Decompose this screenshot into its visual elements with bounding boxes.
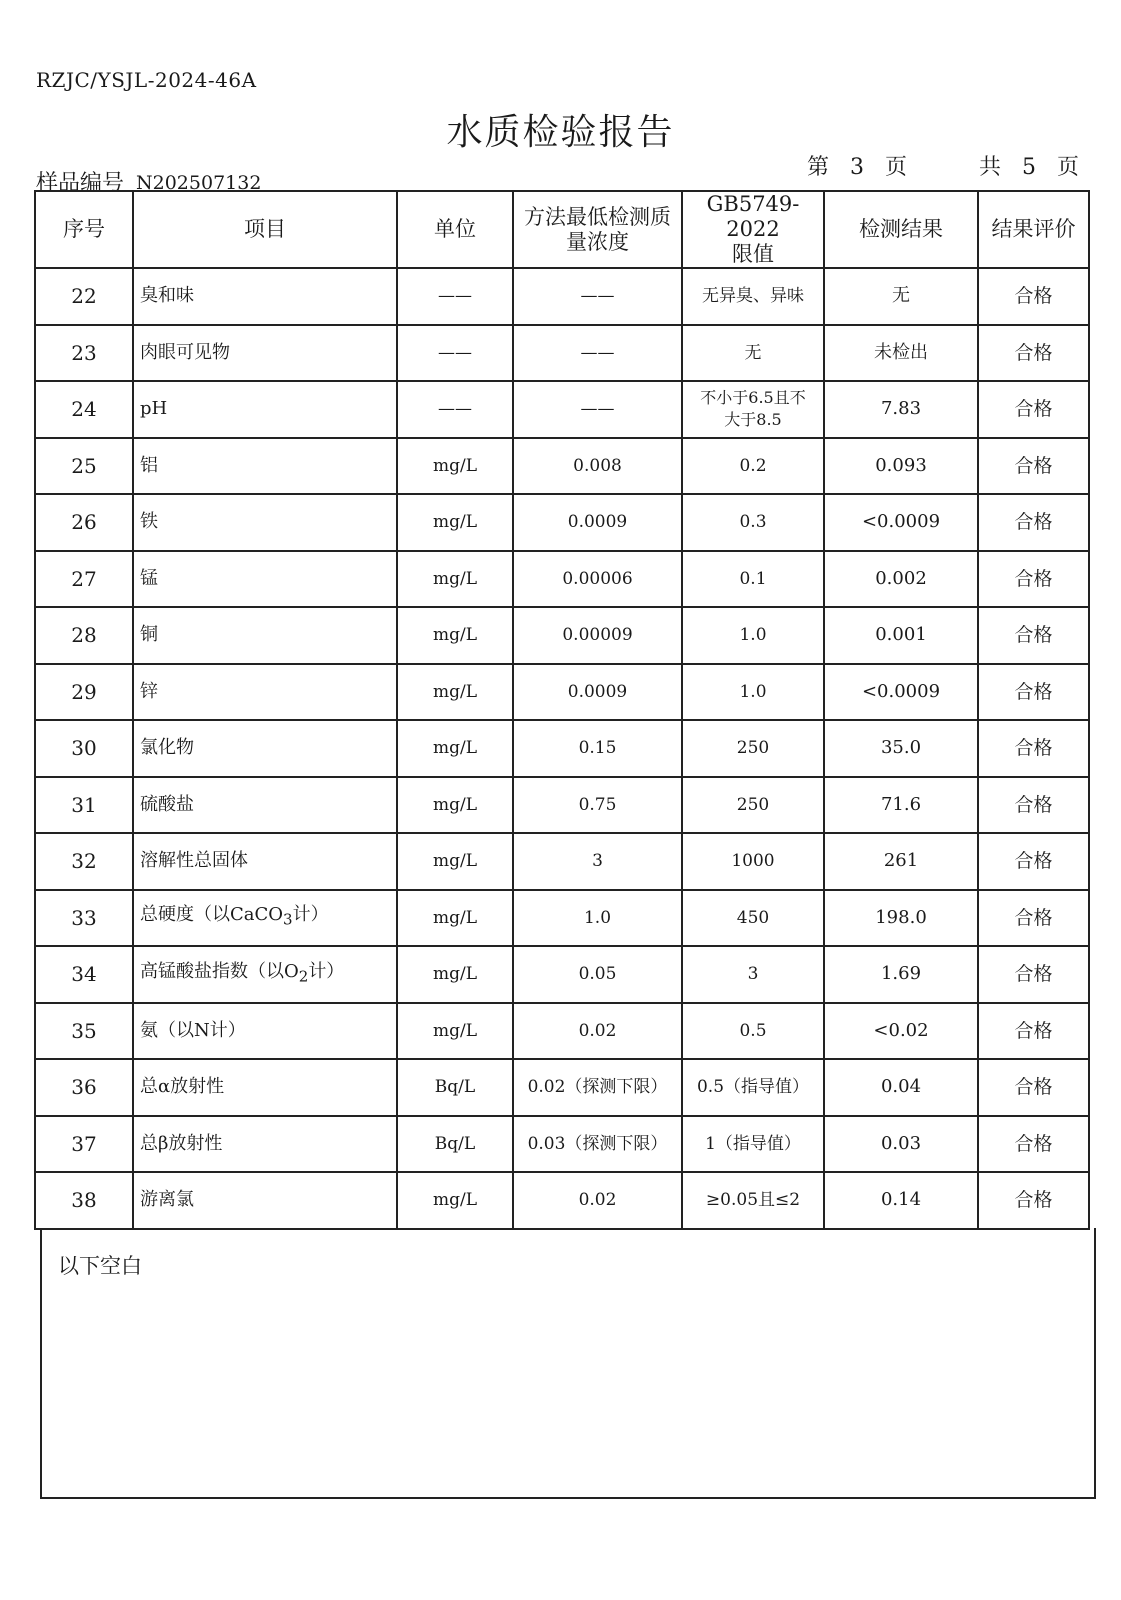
cell-eval: 合格: [978, 268, 1089, 325]
header-method-line1: 方法最低检测质: [524, 204, 671, 229]
cell-result: <0.0009: [824, 494, 978, 551]
cell-seq: 30: [35, 720, 133, 777]
item-name: 肉眼可见物: [140, 341, 230, 363]
cell-eval: 合格: [978, 946, 1089, 1003]
cell-item: [133, 494, 397, 551]
limit-line1: ≥0.05且≤2: [705, 1190, 801, 1211]
blank-area: [40, 1228, 1096, 1499]
cell-seq: 26: [35, 494, 133, 551]
cell-method: 0.02: [513, 1003, 682, 1060]
table-row: [35, 664, 1089, 721]
item-name: pH: [140, 398, 168, 420]
cell-result: 71.6: [824, 777, 978, 834]
page-gong: 共: [978, 155, 1005, 180]
limit-line1: 1.0: [739, 681, 767, 702]
item-name: 铝: [140, 454, 158, 476]
limit-line1: 0.5: [739, 1020, 767, 1041]
cell-limit: [682, 438, 824, 495]
table-row: [35, 1003, 1089, 1060]
item-name: 总β放射性: [140, 1132, 223, 1154]
cell-result: <0.02: [824, 1003, 978, 1060]
item-name: 总α放射性: [140, 1076, 225, 1098]
cell-unit: ——: [397, 268, 513, 325]
cell-item: [133, 1059, 397, 1116]
table-row: [35, 946, 1089, 1003]
cell-method: 0.0009: [513, 494, 682, 551]
cell-limit: [682, 777, 824, 834]
cell-unit: mg/L: [397, 777, 513, 834]
header-method: [513, 191, 682, 268]
cell-seq: 36: [35, 1059, 133, 1116]
cell-result: 无: [824, 268, 978, 325]
cell-eval: 合格: [978, 1116, 1089, 1173]
cell-limit: [682, 946, 824, 1003]
item-name-tail: 计）: [308, 960, 345, 982]
cell-limit: [682, 720, 824, 777]
cell-seq: 24: [35, 381, 133, 438]
cell-limit: [682, 551, 824, 608]
cell-limit: [682, 833, 824, 890]
table-row: [35, 833, 1089, 890]
item-name: 铁: [140, 511, 158, 533]
table-row: [35, 325, 1089, 382]
item-subscript: 2: [298, 967, 309, 986]
cell-result: 0.14: [824, 1172, 978, 1229]
cell-limit: [682, 268, 824, 325]
header-unit: 单位: [397, 191, 513, 268]
cell-limit: [682, 607, 824, 664]
cell-result: 未检出: [824, 325, 978, 382]
cell-seq: 29: [35, 664, 133, 721]
cell-result: 198.0: [824, 890, 978, 947]
cell-limit: [682, 325, 824, 382]
table-row: [35, 438, 1089, 495]
item-name: 臭和味: [140, 285, 194, 307]
item-name: 氯化物: [140, 737, 194, 759]
cell-method: ——: [513, 381, 682, 438]
header-eval: 结果评价: [978, 191, 1089, 268]
table-header-row: [35, 191, 1089, 268]
limit-line1: 不小于6.5且不: [700, 388, 806, 408]
cell-eval: 合格: [978, 664, 1089, 721]
header-limit-line1: GB5749-2022: [706, 192, 800, 241]
cell-result: 35.0: [824, 720, 978, 777]
limit-line1: 450: [736, 907, 770, 928]
table-row: [35, 720, 1089, 777]
cell-limit: [682, 890, 824, 947]
limit-line2: 大于8.5: [724, 410, 782, 430]
cell-result: 7.83: [824, 381, 978, 438]
cell-seq: 28: [35, 607, 133, 664]
cell-item: [133, 438, 397, 495]
cell-item: [133, 325, 397, 382]
cell-unit: mg/L: [397, 833, 513, 890]
cell-item: [133, 551, 397, 608]
cell-method: 0.00006: [513, 551, 682, 608]
table-row: [35, 1059, 1089, 1116]
limit-line1: 1（指导值）: [705, 1133, 801, 1154]
cell-method: 0.03（探测下限）: [513, 1116, 682, 1173]
item-name: 锌: [140, 680, 158, 702]
limit-line1: 250: [736, 794, 770, 815]
cell-method: ——: [513, 325, 682, 382]
cell-eval: 合格: [978, 1172, 1089, 1229]
cell-eval: 合格: [978, 381, 1089, 438]
table-row: [35, 381, 1089, 438]
cell-unit: mg/L: [397, 607, 513, 664]
cell-limit: [682, 1116, 824, 1173]
item-name-tail: 计）: [292, 904, 329, 926]
cell-seq: 27: [35, 551, 133, 608]
cell-item: [133, 777, 397, 834]
item-name: 总硬度（以CaCO: [140, 904, 284, 926]
table-row: [35, 607, 1089, 664]
cell-unit: mg/L: [397, 438, 513, 495]
limit-line1: 0.2: [739, 455, 767, 476]
header-item: 项目: [133, 191, 397, 268]
cell-result: 0.002: [824, 551, 978, 608]
cell-item: [133, 268, 397, 325]
cell-method: 0.008: [513, 438, 682, 495]
cell-item: [133, 1172, 397, 1229]
table-row: [35, 1172, 1089, 1229]
cell-seq: 32: [35, 833, 133, 890]
item-name: 游离氯: [140, 1189, 194, 1211]
report-title: 水质检验报告: [446, 112, 675, 153]
page-indicator: [807, 150, 1083, 181]
cell-eval: 合格: [978, 438, 1089, 495]
cell-item: [133, 381, 397, 438]
cell-method: 0.02（探测下限）: [513, 1059, 682, 1116]
cell-method: 0.00009: [513, 607, 682, 664]
cell-seq: 25: [35, 438, 133, 495]
cell-eval: 合格: [978, 1003, 1089, 1060]
page-total: 5: [1021, 155, 1040, 180]
cell-seq: 33: [35, 890, 133, 947]
cell-unit: mg/L: [397, 664, 513, 721]
cell-unit: Bq/L: [397, 1059, 513, 1116]
cell-item: [133, 1116, 397, 1173]
cell-eval: 合格: [978, 551, 1089, 608]
item-name: 氨（以N计）: [140, 1019, 246, 1041]
header-method-line2: 量浓度: [566, 229, 629, 254]
cell-eval: 合格: [978, 325, 1089, 382]
cell-limit: [682, 494, 824, 551]
item-name: 锰: [140, 567, 158, 589]
cell-result: <0.0009: [824, 664, 978, 721]
header-limit-line2: 限值: [732, 242, 774, 266]
item-name: 铜: [140, 624, 158, 646]
cell-eval: 合格: [978, 777, 1089, 834]
cell-item: [133, 720, 397, 777]
cell-unit: ——: [397, 381, 513, 438]
cell-unit: mg/L: [397, 494, 513, 551]
cell-unit: mg/L: [397, 890, 513, 947]
cell-eval: 合格: [978, 1059, 1089, 1116]
cell-seq: 31: [35, 777, 133, 834]
limit-line1: 0.3: [739, 512, 767, 533]
cell-unit: mg/L: [397, 946, 513, 1003]
cell-item: [133, 607, 397, 664]
cell-method: 3: [513, 833, 682, 890]
sample-number-value: N202507132: [136, 172, 262, 194]
cell-result: 261: [824, 833, 978, 890]
page-ye-1: 页: [884, 155, 911, 180]
limit-line1: 0.1: [739, 568, 767, 589]
cell-result: 0.093: [824, 438, 978, 495]
cell-seq: 22: [35, 268, 133, 325]
table-row: [35, 890, 1089, 947]
table-row: [35, 494, 1089, 551]
cell-item: [133, 664, 397, 721]
cell-method: 0.05: [513, 946, 682, 1003]
cell-method: 0.15: [513, 720, 682, 777]
cell-limit: [682, 1059, 824, 1116]
cell-result: 1.69: [824, 946, 978, 1003]
cell-seq: 35: [35, 1003, 133, 1060]
limit-line1: 1.0: [739, 625, 767, 646]
item-name: 硫酸盐: [140, 793, 194, 815]
page-current: 3: [849, 155, 868, 180]
limit-line1: 0.5（指导值）: [696, 1077, 810, 1098]
cell-result: 0.04: [824, 1059, 978, 1116]
cell-item: [133, 1003, 397, 1060]
cell-method: ——: [513, 268, 682, 325]
results-table: [34, 190, 1090, 1230]
cell-eval: 合格: [978, 607, 1089, 664]
table-body: [35, 268, 1089, 1229]
cell-unit: mg/L: [397, 720, 513, 777]
cell-method: 0.75: [513, 777, 682, 834]
cell-method: 0.0009: [513, 664, 682, 721]
document-code: RZJC/YSJL-2024-46A: [36, 68, 257, 92]
cell-eval: 合格: [978, 890, 1089, 947]
cell-item: [133, 890, 397, 947]
cell-unit: Bq/L: [397, 1116, 513, 1173]
header-seq: 序号: [35, 191, 133, 268]
cell-eval: 合格: [978, 720, 1089, 777]
cell-seq: 38: [35, 1172, 133, 1229]
cell-result: 0.03: [824, 1116, 978, 1173]
table-row: [35, 1116, 1089, 1173]
cell-unit: mg/L: [397, 1172, 513, 1229]
cell-limit: [682, 1003, 824, 1060]
cell-item: [133, 833, 397, 890]
cell-eval: 合格: [978, 494, 1089, 551]
limit-line1: 3: [747, 964, 759, 985]
header-result: 检测结果: [824, 191, 978, 268]
cell-limit: [682, 664, 824, 721]
cell-seq: 37: [35, 1116, 133, 1173]
cell-limit: [682, 381, 824, 438]
page-ye-2: 页: [1056, 155, 1083, 180]
cell-eval: 合格: [978, 833, 1089, 890]
cell-item: [133, 946, 397, 1003]
limit-line1: 1000: [731, 851, 775, 872]
cell-result: 0.001: [824, 607, 978, 664]
cell-unit: mg/L: [397, 551, 513, 608]
cell-limit: [682, 1172, 824, 1229]
header-limit: [682, 191, 824, 268]
page-di: 第: [806, 155, 833, 180]
cell-unit: mg/L: [397, 1003, 513, 1060]
cell-seq: 34: [35, 946, 133, 1003]
item-name: 溶解性总固体: [140, 850, 248, 872]
item-subscript: 3: [283, 911, 293, 930]
table-row: [35, 268, 1089, 325]
blank-note: 以下空白: [58, 1254, 142, 1278]
cell-method: 0.02: [513, 1172, 682, 1229]
sample-number-label: 样品编号: [36, 171, 125, 196]
limit-line1: 无: [744, 342, 762, 363]
table-row: [35, 777, 1089, 834]
item-name: 高锰酸盐指数（以O: [140, 960, 299, 982]
table-row: [35, 551, 1089, 608]
cell-method: 1.0: [513, 890, 682, 947]
limit-line1: 250: [736, 738, 770, 759]
cell-seq: 23: [35, 325, 133, 382]
cell-unit: ——: [397, 325, 513, 382]
limit-line1: 无异臭、异味: [702, 286, 804, 307]
